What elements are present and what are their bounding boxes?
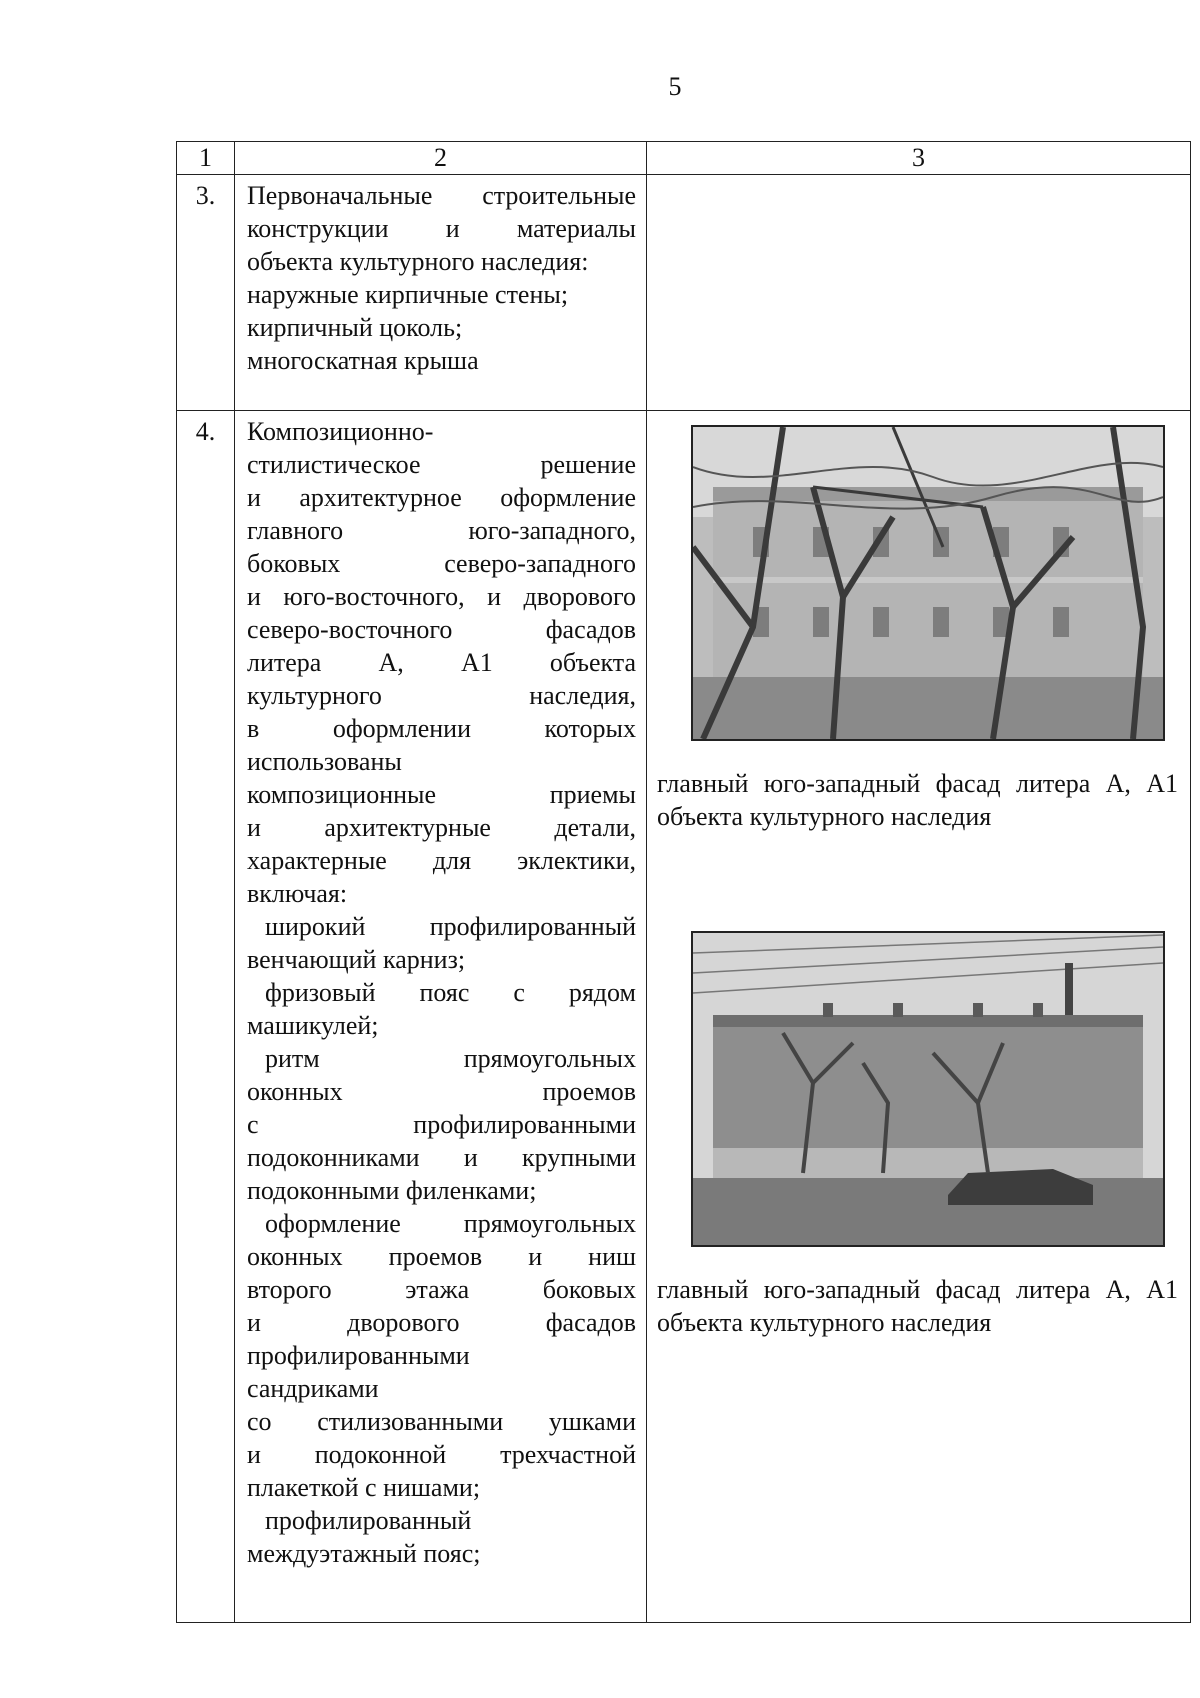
building-photo-2 [691, 931, 1165, 1247]
text-line: северо-восточного фасадов [247, 615, 636, 644]
text-line: подоконниками и крупными [247, 1143, 636, 1172]
row-3-description [235, 175, 647, 411]
text-line: со стилизованными ушками [247, 1407, 636, 1436]
text-line: объекта культурного наследия: [247, 247, 589, 276]
text-line: в оформлении которых [247, 714, 636, 743]
text-line: оформление прямоугольных [265, 1209, 636, 1238]
table-header-row [177, 142, 1191, 175]
text-line: характерные для эклектики, [247, 846, 636, 875]
text-line: и подоконной трехчастной [247, 1440, 636, 1469]
text-line: наружные кирпичные стены; [247, 280, 569, 309]
text-line: второго этажа боковых [247, 1275, 636, 1304]
building-photo-1 [691, 425, 1165, 741]
row-4-photo-cell [647, 411, 1191, 1623]
photo-caption-1: главный юго-западный фасад литера А, А1 объекта культурного наследия [657, 769, 1178, 831]
page-number: 5 [668, 72, 682, 101]
text-line: и дворового фасадов [247, 1308, 636, 1337]
text-line: главного юго-западного, [247, 516, 636, 545]
text-line: профилированными [247, 1341, 470, 1370]
text-line: культурного наследия, [247, 681, 636, 710]
text-line: кирпичный цоколь; [247, 313, 463, 342]
heritage-table [176, 141, 1191, 1623]
photo-caption-2: главный юго-западный фасад литера А, А1 объекта культурного наследия [657, 1275, 1178, 1337]
text-line: стилистическое решение [247, 450, 636, 479]
text-line: широкий профилированный [265, 912, 636, 941]
header-cell-3: 3 [647, 142, 1191, 175]
text-line: сандриками [247, 1374, 379, 1403]
text-line: боковых северо-западного [247, 549, 636, 578]
text-line: плакеткой с нишами; [247, 1473, 481, 1502]
text-line: и архитектурные детали, [247, 813, 636, 842]
table-row-3 [177, 175, 1191, 411]
text-line: междуэтажный пояс; [247, 1539, 481, 1568]
table-row-4 [177, 411, 1191, 1623]
header-cell-2: 2 [235, 142, 647, 175]
text-line: фризовый пояс с рядом [265, 978, 636, 1007]
row-number: 3. [177, 175, 235, 411]
text-line: включая: [247, 879, 348, 908]
text-line: с профилированными [247, 1110, 636, 1139]
text-line: и архитектурное оформление [247, 483, 636, 512]
text-line: ритм прямоугольных [265, 1044, 636, 1073]
header-cell-1: 1 [177, 142, 235, 175]
text-line: композиционные приемы [247, 780, 636, 809]
text-line: Композиционно- [247, 417, 434, 446]
text-line: машикулей; [247, 1011, 379, 1040]
row-4-description [235, 411, 647, 1623]
row-number: 4. [177, 411, 235, 1623]
text-line: Первоначальные строительные [247, 181, 636, 210]
text-line: профилированный [265, 1506, 472, 1535]
text-line: и юго-восточного, и дворового [247, 582, 636, 611]
text-line: подоконными филенками; [247, 1176, 537, 1205]
text-line: оконных проемов [247, 1077, 636, 1106]
row-3-photo-cell [647, 175, 1191, 411]
text-line: использованы [247, 747, 402, 776]
text-line: литера А, А1 объекта [247, 648, 636, 677]
text-line: венчающий карниз; [247, 945, 466, 974]
text-line: конструкции и материалы [247, 214, 636, 243]
text-line: оконных проемов и ниш [247, 1242, 636, 1271]
text-line: многоскатная крыша [247, 346, 479, 375]
